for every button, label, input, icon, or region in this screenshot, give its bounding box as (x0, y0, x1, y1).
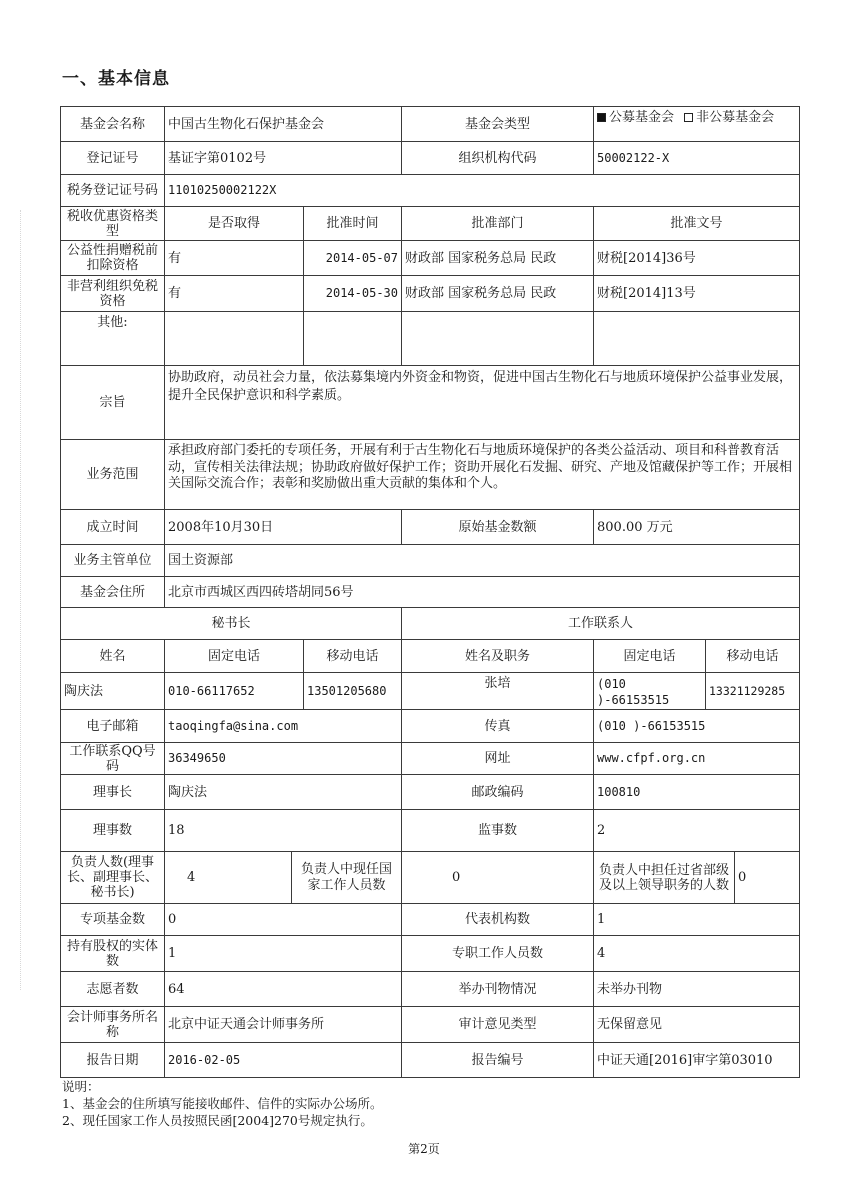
label-tax-no: 税务登记证号码 (60, 174, 165, 207)
notes-title: 说明： (62, 1079, 100, 1094)
label-tax-type: 税收优惠资格类型 (60, 206, 165, 241)
label-reg-no: 登记证号 (60, 141, 165, 175)
label-name: 基金会名称 (60, 106, 165, 142)
label-special-funds: 专项基金数 (60, 903, 165, 936)
label-deduct: 公益性捐赠税前扣除资格 (60, 240, 165, 276)
label-rep-offices: 代表机构数 (401, 903, 594, 936)
col-obtained: 是否取得 (164, 206, 304, 241)
value-reg-no: 基证字第0102号 (164, 141, 402, 175)
value-fax: (010 )-66153515 (593, 709, 800, 743)
value-scope: 承担政府部门委托的专项任务，开展有利于古生物化石与地质环境保护的各类公益活动、项目和科普教育活动，宣传相关法律法规；协助政府做好保护工作；资助开展化石发掘、研究、产地及馆藏保护等工作；开展相关国际交流合作；表彰和奖励做出重大贡献的集体和个人。 (164, 439, 800, 510)
label-prov-leaders: 负责人中担任过省部级及以上领导职务的人数 (593, 851, 735, 904)
value-rep-offices: 1 (593, 903, 800, 936)
value-cname: 张培 (401, 672, 594, 710)
exempt-time: 2014-05-30 (303, 275, 402, 312)
type-private: 非公募基金会 (696, 110, 775, 125)
value-cmobile: 13321129285 (705, 672, 800, 710)
value-prov-leaders: 0 (734, 851, 800, 904)
value-publications: 未举办刊物 (593, 971, 800, 1007)
col-cmobile: 移动电话 (705, 639, 800, 673)
label-type: 基金会类型 (401, 106, 594, 142)
value-cpa-firm: 北京中证天通会计师事务所 (164, 1006, 402, 1043)
label-report-date: 报告日期 (60, 1042, 165, 1078)
deduct-dept: 财政部 国家税务总局 民政 (401, 240, 594, 276)
value-tax-no: 11010250002122X (164, 174, 800, 207)
checkbox-checked-icon (597, 113, 606, 122)
checkbox-unchecked-icon (684, 113, 693, 122)
header-contact: 工作联系人 (401, 607, 800, 640)
value-supervisor: 国土资源部 (164, 544, 800, 577)
value-orig-fund: 800.00 万元 (593, 509, 800, 545)
label-purpose: 宗旨 (60, 365, 165, 440)
value-gov-staff: 0 (401, 851, 594, 904)
deduct-doc: 财税[2014]36号 (593, 240, 800, 276)
value-founded: 2008年10月30日 (164, 509, 402, 545)
col-approve-doc: 批准文号 (593, 206, 800, 241)
label-responsible: 负责人数(理事长、副理事长、秘书长) (60, 851, 165, 904)
col-cfixed: 固定电话 (593, 639, 706, 673)
label-publications: 举办刊物情况 (401, 971, 594, 1007)
notes-line-1: 1、基金会的住所填写能接收邮件、信件的实际办公场所。 (62, 1096, 383, 1111)
label-address: 基金会住所 (60, 576, 165, 608)
value-audit-type: 无保留意见 (593, 1006, 800, 1043)
value-chairman: 陶庆法 (164, 774, 402, 810)
col-sfixed: 固定电话 (164, 639, 304, 673)
exempt-obtained: 有 (164, 275, 304, 312)
value-volunteers: 64 (164, 971, 402, 1007)
label-email: 电子邮箱 (60, 709, 165, 743)
label-audit-type: 审计意见类型 (401, 1006, 594, 1043)
value-name: 中国古生物化石保护基金会 (164, 106, 402, 142)
value-org-code: 50002122-X (593, 141, 800, 175)
label-qq: 工作联系QQ号码 (60, 742, 165, 775)
col-cname: 姓名及职务 (401, 639, 594, 673)
col-sname: 姓名 (60, 639, 165, 673)
col-smobile: 移动电话 (303, 639, 402, 673)
label-report-no: 报告编号 (401, 1042, 594, 1078)
exempt-dept: 财政部 国家税务总局 民政 (401, 275, 594, 312)
label-equity: 持有股权的实体数 (60, 935, 165, 972)
label-org-code: 组织机构代码 (401, 141, 594, 175)
exempt-doc: 财税[2014]13号 (593, 275, 800, 312)
page-number: 第2页 (408, 1142, 440, 1156)
label-other: 其他: (60, 311, 165, 366)
value-report-no: 中证天通[2016]审字第03010 (593, 1042, 800, 1078)
label-orig-fund: 原始基金数额 (401, 509, 594, 545)
value-responsible: 4 (164, 851, 292, 904)
value-address: 北京市西城区西四砖塔胡同56号 (164, 576, 800, 608)
section-heading: 一、基本信息 (62, 69, 170, 89)
value-equity: 1 (164, 935, 402, 972)
other-time (303, 311, 402, 366)
col-approve-dept: 批准部门 (401, 206, 594, 241)
col-approve-time: 批准时间 (303, 206, 402, 241)
value-qq: 36349650 (164, 742, 402, 775)
label-cpa-firm: 会计师事务所名称 (60, 1006, 165, 1043)
label-website: 网址 (401, 742, 594, 775)
label-supervisor: 业务主管单位 (60, 544, 165, 577)
label-supervisors: 监事数 (401, 809, 594, 852)
label-fulltime: 专职工作人员数 (401, 935, 594, 972)
value-directors: 18 (164, 809, 402, 852)
label-postcode: 邮政编码 (401, 774, 594, 810)
label-volunteers: 志愿者数 (60, 971, 165, 1007)
value-smobile: 13501205680 (303, 672, 402, 710)
value-report-date: 2016-02-05 (164, 1042, 402, 1078)
label-scope: 业务范围 (60, 439, 165, 510)
notes-line-2: 2、现任国家工作人员按照民函[2004]270号规定执行。 (62, 1113, 373, 1128)
value-cfixed: (010 )-66153515 (593, 672, 706, 710)
value-sfixed: 010-66117652 (164, 672, 304, 710)
notes (62, 1078, 382, 1129)
other-obtained (164, 311, 304, 366)
value-website: www.cfpf.org.cn (593, 742, 800, 775)
deduct-obtained: 有 (164, 240, 304, 276)
label-directors: 理事数 (60, 809, 165, 852)
value-supervisors: 2 (593, 809, 800, 852)
type-public: 公募基金会 (609, 110, 675, 125)
header-secretary: 秘书长 (60, 607, 402, 640)
deduct-time: 2014-05-07 (303, 240, 402, 276)
value-fulltime: 4 (593, 935, 800, 972)
other-dept (401, 311, 594, 366)
value-special-funds: 0 (164, 903, 402, 936)
label-gov-staff: 负责人中现任国家工作人员数 (291, 851, 402, 904)
value-sname: 陶庆法 (60, 672, 165, 710)
label-founded: 成立时间 (60, 509, 165, 545)
value-type (593, 106, 800, 142)
value-purpose: 协助政府，动员社会力量，依法募集境内外资金和物资，促进中国古生物化石与地质环境保护公益事业发展，提升全民保护意识和科学素质。 (164, 365, 800, 440)
other-doc (593, 311, 800, 366)
label-fax: 传真 (401, 709, 594, 743)
label-chairman: 理事长 (60, 774, 165, 810)
value-email: taoqingfa@sina.com (164, 709, 402, 743)
label-exempt: 非营利组织免税资格 (60, 275, 165, 312)
value-postcode: 100810 (593, 774, 800, 810)
